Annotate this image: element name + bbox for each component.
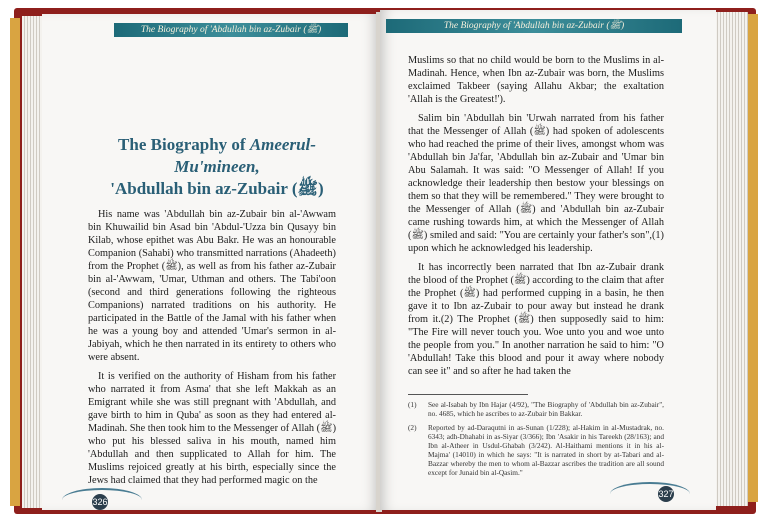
- left-body-text: [88, 208, 336, 493]
- cover-edge-right: [748, 14, 758, 502]
- title-part-italic: Ameerul-Mu'mineen,: [174, 135, 316, 176]
- right-page: [380, 10, 716, 510]
- paragraph: Muslims so that no child would be born to the Muslims in al-Madinah. Hence, when Ibn az-Zubair was born, the Muslims exclaimed Takbeer (saying Allahu Akbar; the exaltation 'Allah is the Greatest!').: [408, 55, 664, 105]
- running-header-left: [114, 23, 348, 37]
- footnote-number: (2): [408, 423, 417, 432]
- running-header-right: [386, 19, 682, 33]
- page-stack-right: [712, 12, 748, 506]
- running-header-text: The Biography of 'Abdullah bin az-Zubair (ﷺ): [443, 21, 625, 31]
- paragraph: It is verified on the authority of Hisham from his father who narrated it from Asma' that she left Makkah as an Emigrant while she was still pregnant with 'Abdullah, and gave birth to him in Quba' as soon as they had entered al-Madinah. She then took him to the Messenger of Allah (ﷺ) who put his blessed saliva in his mouth, named him 'Abdullah and then supplicated to Allah for him. The Muslims rejoiced greatly at his birth, especially since the Jews had claimed that they had performed magic on the: [88, 371, 336, 486]
- footnote-text: Reported by ad-Daraqutni in as-Sunan (1/228); al-Hakim in al-Mustadrak, no. 6343; adh-Dhahabi in as-Siyar (3/366); Ibn 'Asakir in his Tareekh (28/163); and Ibn al-Atheer in Usdul-Ghabah (3/242). Al-Haithami mentions it in his al-Majma' (14010) in which he says: "It is narrated in short by at-Tabari and al-Bazzar whereby the men to whom al-Bazzar ascribes the tradition are all sound except for Junaid bin al-Qasim.": [428, 423, 664, 477]
- chapter-title: [82, 134, 352, 200]
- title-part: The Biography of: [118, 135, 250, 154]
- page-number-right: 327: [658, 486, 674, 502]
- paragraph: Salim bin 'Abdullah bin 'Urwah narrated from his father that the Messenger of Allah (ﷺ) had spoken of adolescents who had reached the prime of their lives, amongst whom was 'Abdullah bin Ja'far, 'Abdullah bin az-Zubair and 'Umar bin Abu Salamah. It was said: "O Messenger of Allah! If you acknowledge their leadership then bestow your blessings on them so that they will be remembered." They were brought to the Messenger of Allah (ﷺ) and 'Abdullah bin az-Zubair came rushing towards him, at which the Messenger of Allah (ﷺ) smiled and said: "You are certainly your father's son",(1) upon which he acknowledged his leadership.: [408, 113, 664, 254]
- running-header-text: The Biography of 'Abdullah bin az-Zubair (ﷺ): [140, 25, 322, 35]
- paragraph: It has incorrectly been narrated that Ibn az-Zubair drank the blood of the Prophet (ﷺ) according to the claim that after the Prophet (ﷺ) had performed cupping in a basin, he then gave it to Ibn az-Zubair to pour away but instead he drank from it.(2) The Prophet (ﷺ) then supposedly said to him: "The Fire will never touch you. Woe unto you and woe unto the people from you." In another narration he said to him: "O 'Abdullah! Take this blood and pour it away where nobody can see it" and so after he had taken the: [408, 262, 664, 377]
- footnote-divider: [408, 394, 528, 395]
- paragraph: His name was 'Abdullah bin az-Zubair bin al-'Awwam bin Khuwailid bin Asad bin 'Abdul-'Uzza bin Qusayy bin Kilab, whose epithet was Abu Bakr. He was an honourable Companion (Sahabi) who transmitted narrations (Ahadeeth) from the Prophet (ﷺ), as well as from his father az-Zubair bin al-'Awwam, 'Umar, Uthman and others. The Tabi'oon (second and third generations following the righteous Companions) narrated traditions on his authority. He participated in the Battle of the Jamal with his father when he was a young boy and attended 'Umar's sermon in al-Jabiyah, which he then narrated in its entirety to others who were absent.: [88, 209, 336, 363]
- footnote: [408, 423, 664, 477]
- page-number-left: 326: [92, 494, 108, 510]
- floral-ornament-icon: [610, 482, 690, 506]
- right-body-text: [408, 54, 664, 384]
- footnote-text: See al-Isabah by Ibn Hajar (4/92), "The Biography of 'Abdullah bin az-Zubair", no. 4685, which he ascribes to az-Zubair bin Bakkar.: [428, 400, 664, 418]
- left-page: [42, 14, 378, 510]
- title-line-2: 'Abdullah bin az-Zubair (ﷺ): [110, 179, 324, 198]
- footnotes: [408, 400, 664, 482]
- cover-edge-left: [10, 18, 20, 506]
- footnote-number: (1): [408, 400, 417, 409]
- footnote: [408, 400, 664, 418]
